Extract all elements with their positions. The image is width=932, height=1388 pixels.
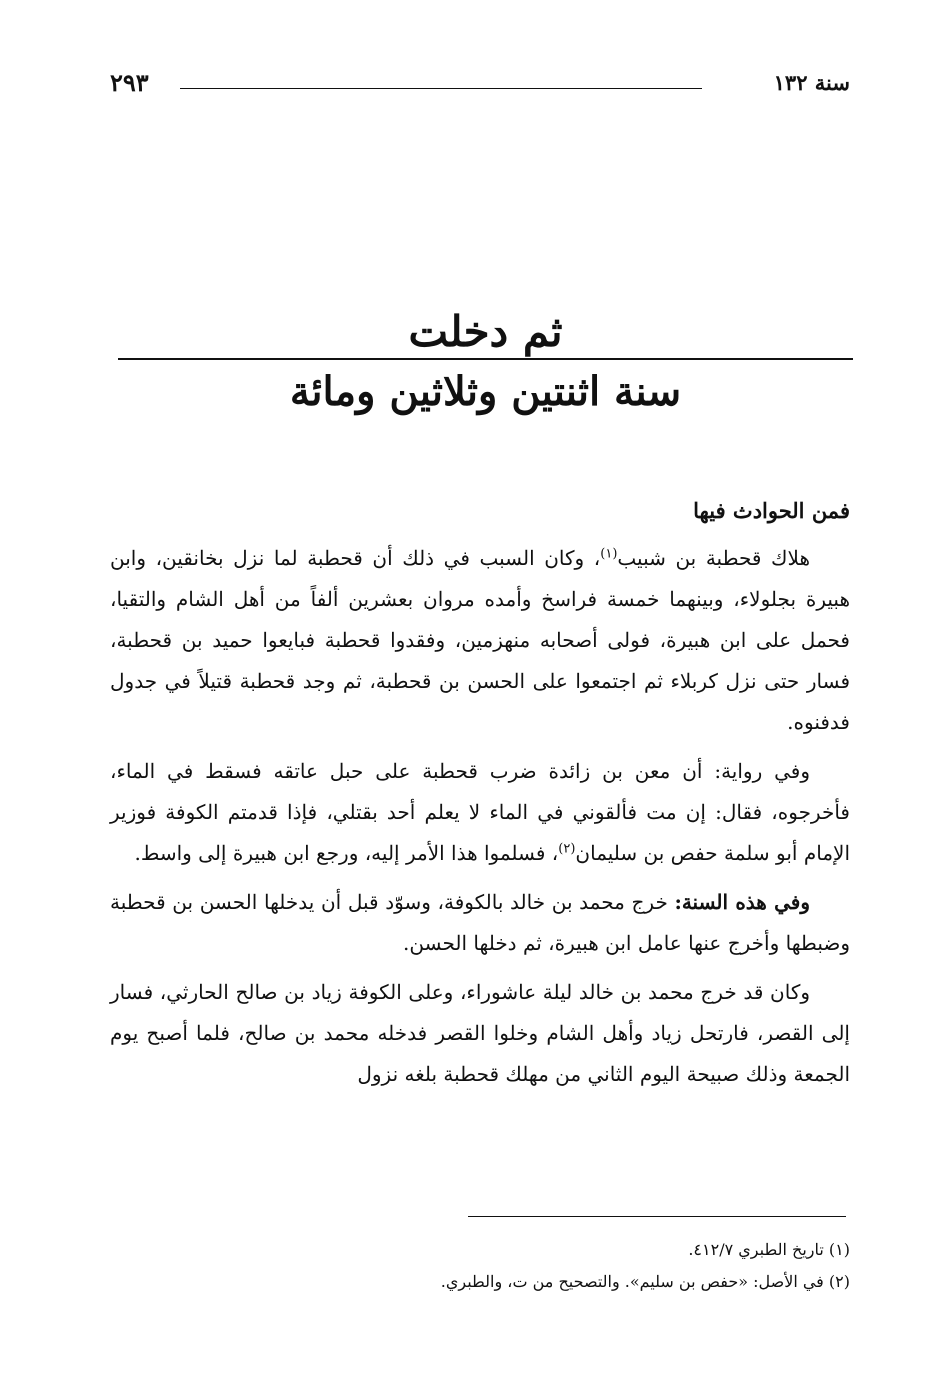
footnotes: [110, 1234, 850, 1298]
chapter-title-line1: ثم دخلت: [408, 307, 563, 356]
footnote-rule: [468, 1216, 846, 1217]
paragraph: [110, 538, 850, 743]
paragraph-text: خرج محمد بن خالد بالكوفة، وسوّد قبل أن يدخلها الحسن بن قحطبة وضبطها وأخرج عنها عامل ابن هبيرة، ثم دخلها الحسن.: [110, 890, 850, 955]
page-number: ٢٩٣: [110, 68, 149, 97]
paragraph: [110, 882, 850, 964]
paragraph-text: ، وكان السبب في ذلك أن قحطبة لما نزل بخانقين، وابن هبيرة بجلولاء، وبينهما خمسة فراسخ وأمده مروان بعشرين ألفاً من أهل الشام والتقيا، فحمل على ابن هبيرة، فولى أصحابه منهزمين، وفقدوا قحطبة فبايعوا حميد بن قحطبة، فسار حتى نزل كربلاء ثم اجتمعوا على الحسن بن قحطبة، ثم وجد قحطبة قتيلاً في جدول فدفنوه.: [110, 546, 850, 734]
body-text: [110, 492, 850, 1103]
section-heading: فمن الحوادث فيها: [693, 498, 850, 523]
running-header: [110, 66, 850, 100]
footnote: (١) تاريخ الطبري ٤١٢/٧.: [688, 1240, 850, 1259]
paragraph-lead: وفي هذه السنة:: [674, 890, 810, 914]
running-title: سنة ١٣٢: [773, 70, 850, 95]
paragraph-text: وفي رواية: أن معن بن زائدة ضرب قحطبة على حبل عاتقه فسقط في الماء، فأخرجوه، فقال: إن مت فألقوني في الماء لا يعلم أحد بقتلي، فإذا قدمتم الكوفة فوزير الإمام أبو سلمة حفص بن سليمان: [110, 759, 850, 865]
footnote: (٢) في الأصل: «حفص بن سليم». والتصحيح من ت، والطبري.: [440, 1272, 850, 1291]
paragraph: [110, 972, 850, 1095]
chapter-title: [118, 296, 853, 426]
paragraph-text: ، فسلموا هذا الأمر إليه، ورجع ابن هبيرة إلى واسط.: [134, 841, 559, 865]
header-rule: [180, 88, 702, 89]
title-rule: [118, 358, 853, 360]
paragraph-text: هلاك قحطبة بن شبيب: [617, 546, 810, 570]
paragraph-text: وكان قد خرج محمد بن خالد ليلة عاشوراء، وعلى الكوفة زياد بن صالح الحارثي، فسار إلى القصر، فارتحل زياد وأهل الشام وخلوا القصر فدخله محمد بن صالح، فلما أصبح يوم الجمعة وذلك صبيحة اليوم الثاني من مهلك قحطبة بلغه نزول: [110, 980, 850, 1086]
paragraph: [110, 751, 850, 874]
footnote-ref[interactable]: (٢): [558, 841, 576, 857]
chapter-title-line2: سنة اثنتين وثلاثين ومائة: [289, 368, 682, 415]
footnote-ref[interactable]: (١): [600, 546, 618, 562]
